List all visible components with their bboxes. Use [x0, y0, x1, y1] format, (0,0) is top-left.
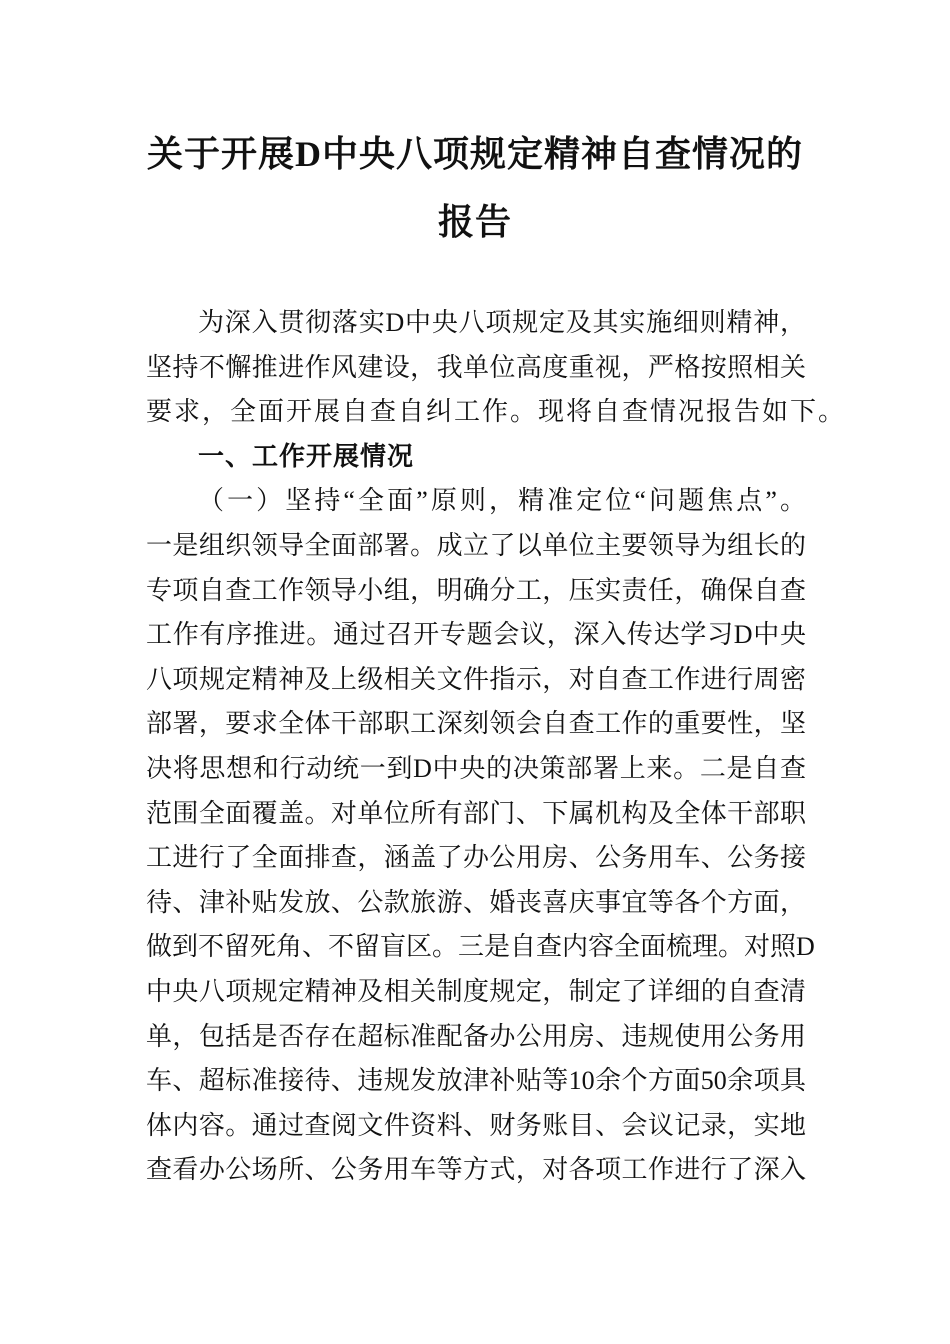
body-text-line: 单，包括是否存在超标准配备办公用房、违规使用公务用 — [146, 1021, 806, 1051]
body-text-line: 一是组织领导全面部署。成立了以单位主要领导为组长的 — [146, 531, 806, 560]
section-heading: 一、工作开展情况 — [198, 441, 415, 472]
body-text-line: 做到不留死角、不留盲区。三是自查内容全面梳理。对照D — [146, 932, 815, 962]
body-text-line: 车、超标准接待、违规发放津补贴等10余个方面50余项具 — [146, 1066, 806, 1096]
body-text-line: 中央八项规定精神及相关制度规定，制定了详细的自查清 — [146, 977, 806, 1006]
body-text-line: （一）坚持“全面”原则，精准定位“问题焦点”。 — [198, 486, 806, 516]
document-title-line-2: 报告 — [437, 202, 512, 242]
body-text-line: 体内容。通过查阅文件资料、财务账目、会议记录，实地 — [146, 1110, 806, 1140]
body-text-line: 决将思想和行动统一到D中央的决策部署上来。二是自查 — [146, 754, 806, 783]
body-text-line: 为深入贯彻落实D中央八项规定及其实施细则精神， — [198, 308, 806, 337]
body-text-line: 待、津补贴发放、公款旅游、婚丧喜庆事宜等各个方面， — [146, 887, 806, 917]
body-text-line: 专项自查工作领导小组，明确分工，压实责任，确保自查 — [146, 575, 806, 605]
body-text-line: 工作有序推进。通过召开专题会议，深入传达学习D中央 — [146, 620, 806, 650]
body-text-line: 坚持不懈推进作风建设，我单位高度重视，严格按照相关 — [146, 352, 806, 382]
document-title-line-1: 关于开展D中央八项规定精神自查情况的 — [147, 134, 803, 174]
body-text-line: 要求，全面开展自查自纠工作。现将自查情况报告如下。 — [146, 397, 847, 427]
body-text-line: 工进行了全面排查，涵盖了办公用房、公务用车、公务接 — [146, 843, 806, 873]
body-text-line: 八项规定精神及上级相关文件指示，对自查工作进行周密 — [146, 664, 806, 694]
body-text-line: 查看办公场所、公务用车等方式，对各项工作进行了深入 — [146, 1155, 806, 1185]
body-text-line: 部署，要求全体干部职工深刻领会自查工作的重要性，坚 — [146, 709, 806, 739]
body-text-line: 范围全面覆盖。对单位所有部门、下属机构及全体干部职 — [146, 798, 806, 828]
